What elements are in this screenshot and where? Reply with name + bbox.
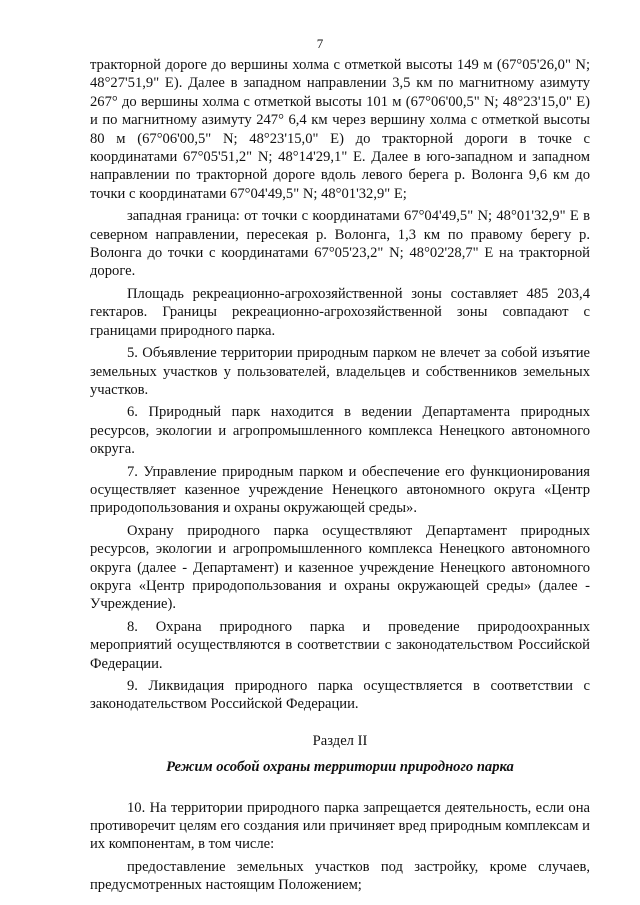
paragraph-item-5: 5. Объявление территории природным парком не влечет за собой изъятие земельных участков у пользователей, владельцев и собственников земельных участков.: [90, 345, 590, 398]
document-body: [90, 56, 590, 895]
paragraph-land-allocation: предоставление земельных участков под застройку, кроме случаев, предусмотренных настоящим Положением;: [90, 858, 590, 894]
paragraph-item-8: 8. Охрана природного парка и проведение природоохранных мероприятий осуществляются в соответствии с законодательством Российской Федерации.: [90, 618, 590, 672]
section-title: Раздел II: [312, 732, 368, 749]
paragraph-continuation: тракторной дороге до вершины холма с отметкой высоты 149 м (67°05'26,0" N; 48°27'51,9" E). Далее в западном направлении 3,5 км по магнитному азимуту 267° до вершины холма с отметкой высоты 101 м (67°06'00,5" N; 48°23'15,0" E) и по магнитному азимуту 247° 6,4 км через вершину холма с отметкой высоты 80 м (67°06'00,5" N; 48°23'15,0" E) до тракторной дороги в точке с координатами 67°05'51,2" N; 48°14'29,1" E. Далее в юго-западном и западном направлении по тракторной дороге вдоль левого берега р. Волонга 9,6 км до точки с координатами 67°04'49,5" N; 48°01'32,9" E;: [90, 57, 590, 202]
paragraph-park-protection: Охрану природного парка осуществляют Департамент природных ресурсов, экологии и агропромышленного комплекса Ненецкого автономного округа (далее - Департамент) и казенное учреждение Ненецкого автономного округа «Центр природопользования и охраны окружающей среды» (далее - Учреждение).: [90, 522, 590, 613]
page-number: 7: [316, 36, 324, 51]
paragraph-western-border: западная граница: от точки с координатами 67°04'49,5" N; 48°01'32,9" E в северном направлении, пересекая р. Волонга, 1,3 км по правому берегу р. Волонга до точки с координатами 67°05'23,2" N; 48°02'28,7" E на тракторной дороге.: [90, 208, 590, 280]
paragraph-item-7: 7. Управление природным парком и обеспечение его функционирования осуществляет казенное учреждение Ненецкого автономного округа «Центр природопользования и охраны окружающей среды».: [90, 463, 590, 517]
paragraph-zone-area: Площадь рекреационно-агрохозяйственной зоны составляет 485 203,4 гектаров. Границы рекреационно-агрохозяйственной зоны совпадают с границами природного парка.: [90, 285, 590, 339]
paragraph-item-6: 6. Природный парк находится в ведении Департамента природных ресурсов, экологии и агропромышленного комплекса Ненецкого автономного округа.: [90, 404, 590, 458]
paragraph-item-9: 9. Ликвидация природного парка осуществляется в соответствии с законодательством Российской Федерации.: [90, 678, 590, 713]
section-subtitle: Режим особой охраны территории природного парка: [166, 759, 514, 776]
paragraph-item-10: 10. На территории природного парка запрещается деятельность, если она противоречит целям его создания или причиняет вред природным комплексам и их компонентам, в том числе:: [90, 799, 590, 853]
